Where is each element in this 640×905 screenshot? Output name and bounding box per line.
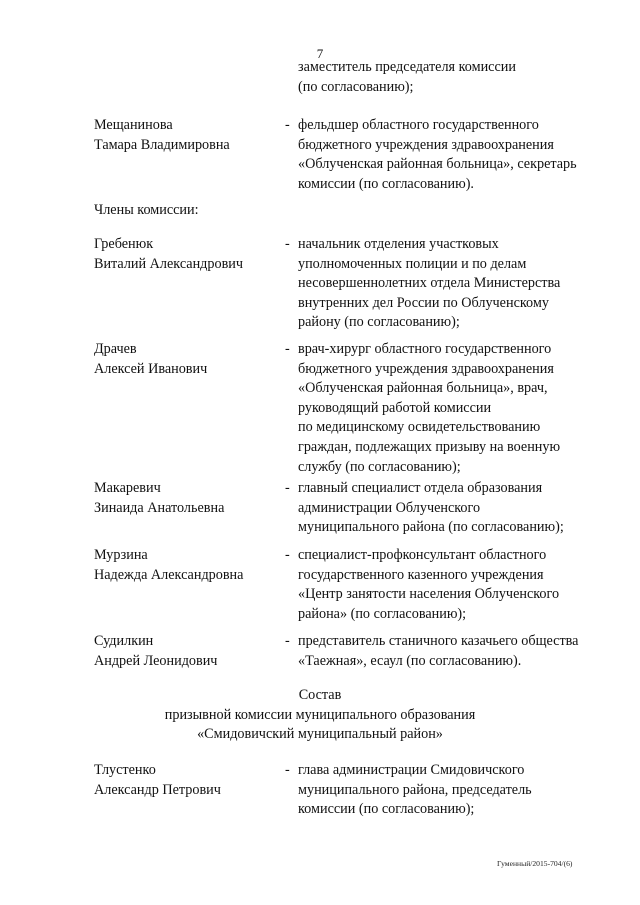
desc-line: глава администрации Смидовичского bbox=[298, 762, 525, 778]
desc-line: району (по согласованию); bbox=[298, 314, 460, 331]
desc-line: граждан, подлежащих призыву на военную bbox=[298, 438, 561, 455]
footer-code: Гуменный/2015-704/(6) bbox=[497, 859, 573, 868]
surname: Мещанинова bbox=[94, 117, 173, 133]
surname: Макаревич bbox=[94, 480, 161, 496]
desc-line: уполномоченных полиции и по делам bbox=[298, 255, 527, 272]
member-dash: - bbox=[285, 341, 290, 357]
desc-line: бюджетного учреждения здравоохранения bbox=[298, 136, 554, 153]
member-dash: - bbox=[285, 633, 290, 649]
desc-line: заместитель председателя комиссии bbox=[298, 59, 516, 75]
member-dash: - bbox=[285, 480, 290, 496]
member-name bbox=[94, 632, 217, 671]
desc-line: специалист-профконсультант областного bbox=[298, 547, 547, 563]
given-names: Андрей Леонидович bbox=[94, 652, 218, 669]
desc-line: фельдшер областного государственного bbox=[298, 117, 539, 133]
desc-line: внутренних дел России по Облученскому bbox=[298, 294, 549, 311]
secretary-description bbox=[298, 116, 610, 194]
desc-line: главный специалист отдела образования bbox=[298, 480, 543, 496]
member-name bbox=[94, 235, 243, 274]
desc-line: государственного казенного учреждения bbox=[298, 566, 544, 583]
member-name bbox=[94, 479, 224, 518]
member-description bbox=[298, 235, 610, 333]
member-dash: - bbox=[285, 236, 290, 252]
desc-line: (по согласованию); bbox=[298, 78, 414, 95]
member-dash: - bbox=[285, 547, 290, 563]
desc-line: «Таежная», есаул (по согласованию). bbox=[298, 652, 522, 669]
page-number: 7 bbox=[316, 46, 324, 61]
desc-line: бюджетного учреждения здравоохранения bbox=[298, 360, 554, 377]
section-subtitle: «Смидовичский муниципальный район» bbox=[197, 726, 443, 743]
desc-line: района» (по согласованию); bbox=[298, 605, 467, 622]
desc-line: начальник отделения участковых bbox=[298, 236, 499, 252]
desc-line: руководящий работой комиссии bbox=[298, 399, 492, 416]
desc-line: представитель станичного казачьего общества bbox=[298, 633, 579, 649]
member-description bbox=[298, 632, 610, 671]
secretary-name bbox=[94, 116, 230, 155]
desc-line: администрации Облученского bbox=[298, 499, 481, 516]
desc-line: «Облученская районная больница», врач, bbox=[298, 380, 548, 397]
surname: Судилкин bbox=[94, 633, 154, 649]
section-subtitle: призывной комиссии муниципального образования bbox=[164, 706, 476, 723]
chair-dash: - bbox=[285, 762, 290, 778]
given-names: Виталий Александрович bbox=[94, 255, 244, 272]
member-description bbox=[298, 479, 610, 538]
desc-line: муниципального района (по согласованию); bbox=[298, 519, 564, 536]
chair-name bbox=[94, 761, 221, 800]
section-title: Состав bbox=[298, 687, 342, 703]
chair-description bbox=[298, 761, 610, 820]
member-description bbox=[298, 340, 610, 477]
desc-line: комиссии (по согласованию). bbox=[298, 175, 474, 192]
surname: Гребенюк bbox=[94, 236, 154, 252]
surname: Мурзина bbox=[94, 547, 148, 563]
desc-line: по медицинскому освидетельствованию bbox=[298, 419, 541, 436]
given-names: Алексей Иванович bbox=[94, 360, 208, 377]
desc-line: «Центр занятости населения Облученского bbox=[298, 586, 560, 603]
members-heading: Члены комиссии: bbox=[94, 202, 199, 218]
desc-line: комиссии (по согласованию); bbox=[298, 801, 475, 818]
member-name bbox=[94, 340, 207, 379]
desc-line: несовершеннолетних отдела Министерства bbox=[298, 275, 561, 292]
secretary-dash: - bbox=[285, 117, 290, 133]
section-heading bbox=[0, 686, 640, 745]
member-name bbox=[94, 546, 243, 585]
desc-line: муниципального района, председатель bbox=[298, 781, 532, 798]
surname: Драчев bbox=[94, 341, 137, 357]
desc-line: «Облученская районная больница», секретарь bbox=[298, 156, 577, 173]
given-names: Тамара Владимировна bbox=[94, 136, 230, 153]
desc-line: службу (по согласованию); bbox=[298, 458, 461, 475]
intro-continuation bbox=[298, 58, 610, 97]
given-names: Александр Петрович bbox=[94, 781, 221, 798]
desc-line: врач-хирург областного государственного bbox=[298, 341, 552, 357]
given-names: Надежда Александровна bbox=[94, 566, 244, 583]
surname: Тлустенко bbox=[94, 762, 156, 778]
given-names: Зинаида Анатольевна bbox=[94, 499, 225, 516]
member-description bbox=[298, 546, 610, 624]
